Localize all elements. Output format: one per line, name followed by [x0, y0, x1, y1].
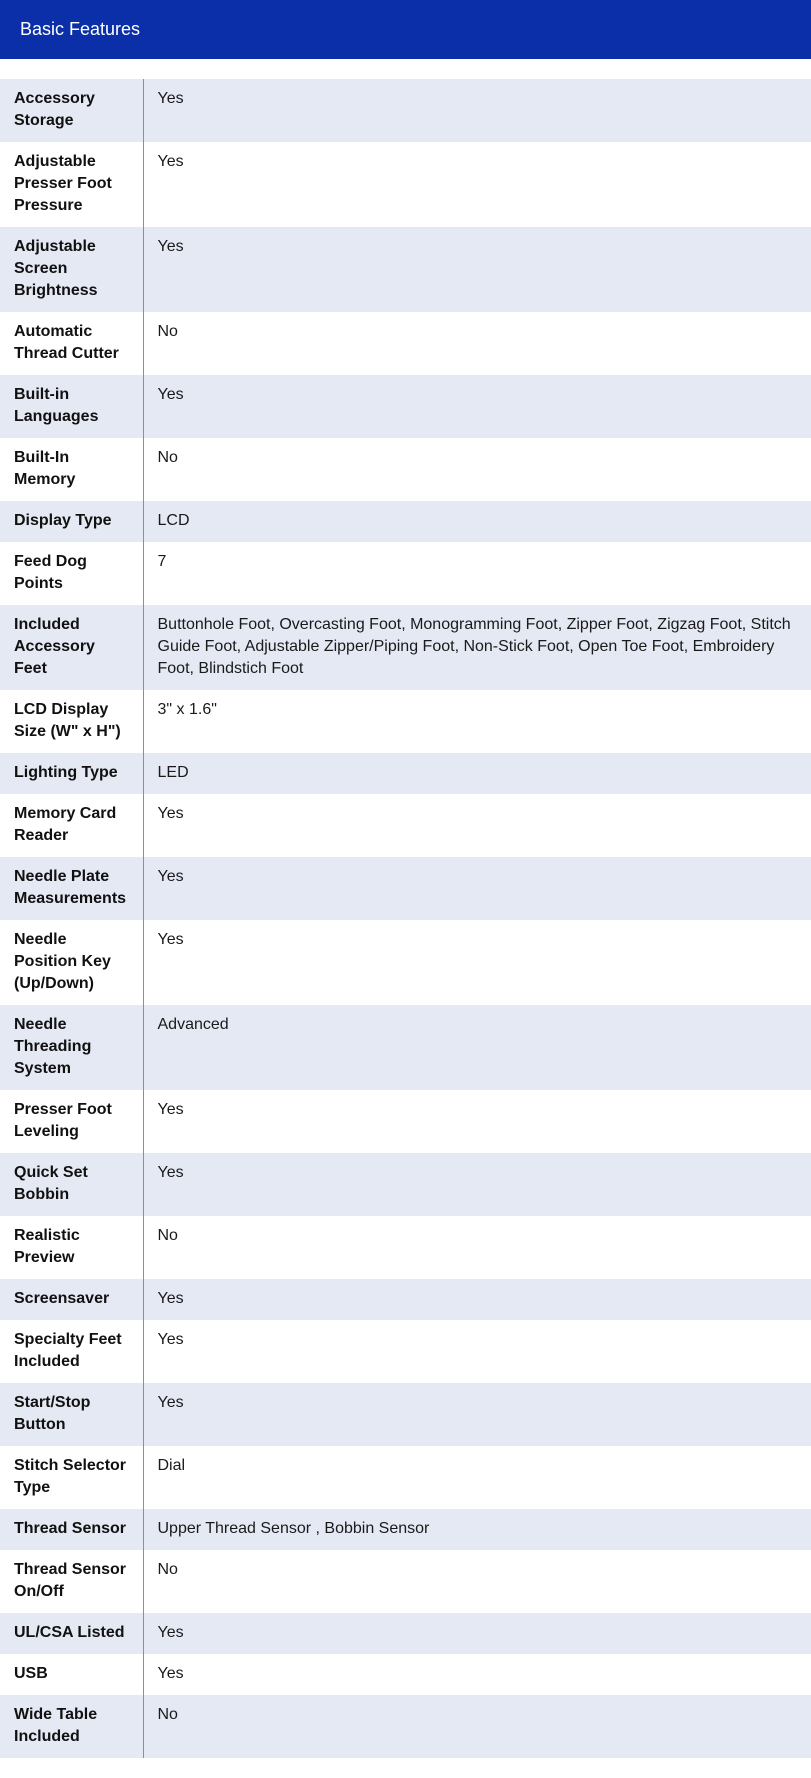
feature-label: Built-in Languages: [0, 375, 143, 438]
feature-value: No: [143, 1216, 811, 1279]
table-row: [0, 542, 811, 605]
feature-value: Advanced: [143, 1005, 811, 1090]
feature-label: Stitch Selector Type: [0, 1446, 143, 1509]
feature-value: Yes: [143, 920, 811, 1005]
feature-label: Needle Threading System: [0, 1005, 143, 1090]
table-row: [0, 1090, 811, 1153]
feature-value: No: [143, 1550, 811, 1613]
feature-label: UL/CSA Listed: [0, 1613, 143, 1654]
feature-value: Yes: [143, 1153, 811, 1216]
feature-label: Lighting Type: [0, 753, 143, 794]
feature-label: Accessory Storage: [0, 79, 143, 142]
feature-value: Dial: [143, 1446, 811, 1509]
table-row: [0, 375, 811, 438]
table-row: [0, 857, 811, 920]
feature-value: No: [143, 438, 811, 501]
feature-value: Yes: [143, 79, 811, 142]
feature-value: Yes: [143, 857, 811, 920]
feature-label: Presser Foot Leveling: [0, 1090, 143, 1153]
feature-value: No: [143, 312, 811, 375]
table-row: [0, 1320, 811, 1383]
feature-label: Adjustable Presser Foot Pressure: [0, 142, 143, 227]
feature-value: 3" x 1.6": [143, 690, 811, 753]
feature-value: Yes: [143, 227, 811, 312]
feature-value: Upper Thread Sensor , Bobbin Sensor: [143, 1509, 811, 1550]
feature-value: Yes: [143, 1090, 811, 1153]
feature-label: Quick Set Bobbin: [0, 1153, 143, 1216]
table-row: [0, 501, 811, 542]
feature-value: Yes: [143, 1383, 811, 1446]
table-row: [0, 1550, 811, 1613]
feature-label: USB: [0, 1654, 143, 1695]
table-row: [0, 79, 811, 142]
feature-label: Built-In Memory: [0, 438, 143, 501]
feature-value: 7: [143, 542, 811, 605]
feature-value: Yes: [143, 1613, 811, 1654]
feature-label: Thread Sensor: [0, 1509, 143, 1550]
table-row: [0, 605, 811, 690]
feature-label: Needle Plate Measurements: [0, 857, 143, 920]
table-row: [0, 1216, 811, 1279]
feature-value: Yes: [143, 142, 811, 227]
feature-value: LCD: [143, 501, 811, 542]
feature-label: Needle Position Key (Up/Down): [0, 920, 143, 1005]
table-row: [0, 438, 811, 501]
feature-value: No: [143, 1695, 811, 1758]
table-row: [0, 312, 811, 375]
table-row: [0, 690, 811, 753]
table-row: [0, 1613, 811, 1654]
feature-label: Realistic Preview: [0, 1216, 143, 1279]
feature-value: LED: [143, 753, 811, 794]
table-row: [0, 1446, 811, 1509]
section-header: [0, 0, 811, 59]
feature-label: Adjustable Screen Brightness: [0, 227, 143, 312]
feature-value: Yes: [143, 794, 811, 857]
feature-label: Automatic Thread Cutter: [0, 312, 143, 375]
table-row: [0, 1153, 811, 1216]
section-title: Basic Features: [20, 19, 141, 39]
feature-label: Feed Dog Points: [0, 542, 143, 605]
feature-value: Yes: [143, 1654, 811, 1695]
feature-value: Yes: [143, 1320, 811, 1383]
features-table: [0, 79, 811, 1758]
feature-label: Included Accessory Feet: [0, 605, 143, 690]
feature-value: Yes: [143, 1279, 811, 1320]
feature-label: Memory Card Reader: [0, 794, 143, 857]
table-row: [0, 1695, 811, 1758]
table-row: [0, 1383, 811, 1446]
table-row: [0, 920, 811, 1005]
feature-label: Display Type: [0, 501, 143, 542]
feature-label: Thread Sensor On/Off: [0, 1550, 143, 1613]
feature-label: Screensaver: [0, 1279, 143, 1320]
feature-label: Specialty Feet Included: [0, 1320, 143, 1383]
table-row: [0, 1654, 811, 1695]
table-row: [0, 1509, 811, 1550]
table-row: [0, 227, 811, 312]
feature-label: LCD Display Size (W" x H"): [0, 690, 143, 753]
table-row: [0, 1279, 811, 1320]
table-row: [0, 142, 811, 227]
features-table-body: [0, 79, 811, 1758]
feature-label: Wide Table Included: [0, 1695, 143, 1758]
feature-value: Yes: [143, 375, 811, 438]
feature-label: Start/Stop Button: [0, 1383, 143, 1446]
feature-value: Buttonhole Foot, Overcasting Foot, Monogramming Foot, Zipper Foot, Zigzag Foot, Stitch Guide Foot, Adjustable Zipper/Piping Foot, Non-Stick Foot, Open Toe Foot, Embroidery Foot, Blindstich Foot: [143, 605, 811, 690]
table-row: [0, 794, 811, 857]
table-row: [0, 1005, 811, 1090]
table-row: [0, 753, 811, 794]
